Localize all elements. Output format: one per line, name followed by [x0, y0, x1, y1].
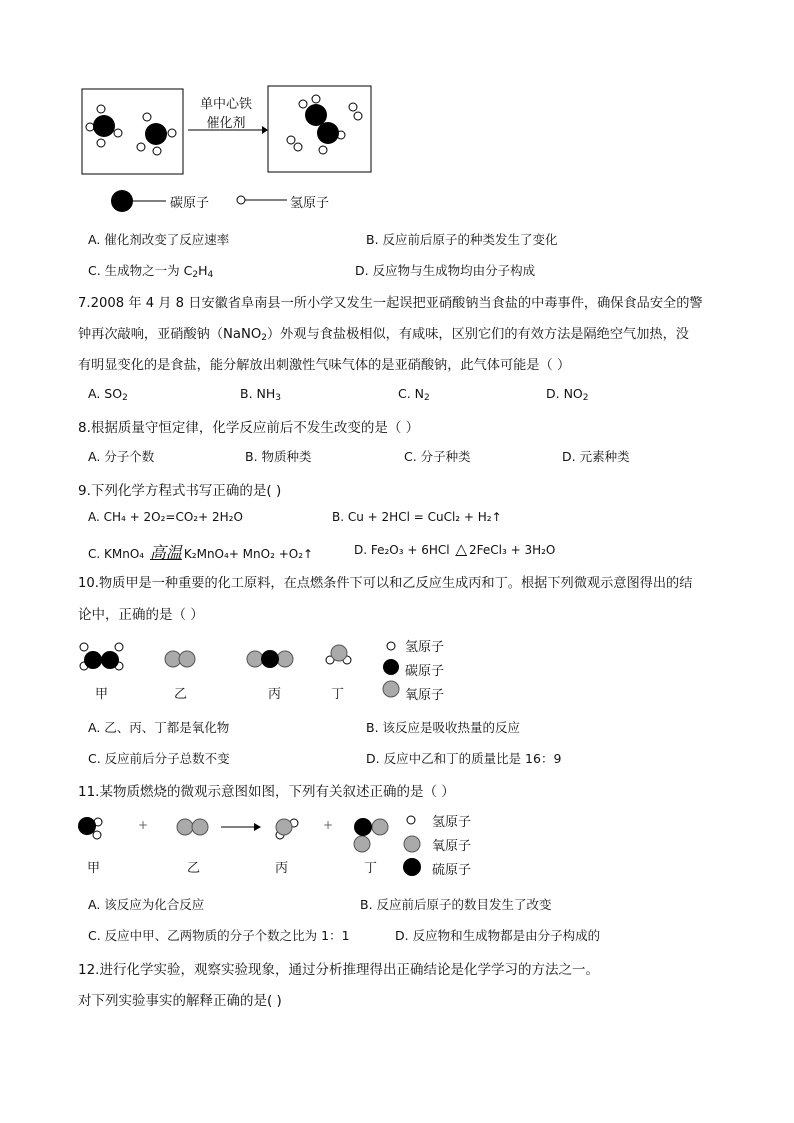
molecule-yi	[165, 651, 195, 667]
q7-option-b: B. $NH_3$	[240, 386, 282, 403]
condition-heat: △	[455, 540, 467, 558]
q10-option-b: B. 该反应是吸收热量的反应	[366, 720, 521, 735]
q7-option-a: A. $SO_2$	[88, 386, 128, 403]
hydrogen-atom-legend-icon	[407, 816, 415, 824]
label-jia: 甲	[95, 687, 109, 702]
q9-option-c: C. KMnO₄ 高温 K₂MnO₄+ MnO₂ +O₂↑	[88, 543, 314, 562]
q7-option-d: D. $NO_2$	[546, 386, 589, 403]
label-yi: 乙	[174, 687, 188, 702]
legend-carbon-label: 碳原子	[405, 664, 445, 679]
label-bing: 丙	[268, 687, 282, 702]
q8-stem: 8.根据质量守恒定律，化学反应前后不发生改变的是（ ）	[78, 420, 420, 436]
q11-option-c: C. 反应中甲、乙两物质的分子个数之比为 1：1	[88, 928, 350, 943]
q11-option-d: D. 反应物和生成物都是由分子构成的	[395, 928, 601, 943]
q10-option-d: D. 反应中乙和丁的质量比是 16：9	[366, 751, 562, 766]
molecule-ding	[354, 818, 388, 852]
molecule-jia	[80, 643, 123, 670]
q6-option-d: D. 反应物与生成物均由分子构成	[355, 263, 536, 278]
carbon-atom-legend-icon	[383, 659, 399, 675]
oxygen-atom-legend-icon	[383, 681, 399, 697]
reaction-diagram-q11	[0, 805, 794, 885]
plus-sign: +	[323, 818, 334, 832]
q8-option-a: A. 分子个数	[88, 449, 155, 464]
carbon-atom-legend-icon	[111, 190, 133, 212]
molecule-ding	[326, 645, 351, 664]
q7-option-c: C. $N_2$	[398, 386, 430, 403]
hydrogen-molecule	[287, 136, 302, 151]
q7-stem-line2: 钟再次敲响，亚硝酸钠（NaNO$_2$）外观与食盐极相似，有咸味，区别它们的有效方法是隔绝空气加热，没	[78, 327, 689, 343]
arrow-label: 单中心铁 催化剂	[199, 97, 252, 131]
q12-stem-line2: 对下列实验事实的解释正确的是( )	[78, 993, 282, 1009]
legend-hydrogen-label: 氢原子	[290, 196, 330, 211]
q10-stem-line2: 论中，正确的是（ ）	[78, 607, 204, 623]
oxygen-atom-legend-icon	[404, 836, 420, 852]
methane-molecule	[137, 113, 176, 155]
q9-option-b: B. Cu + 2HCl = CuCl₂ + H₂↑	[332, 510, 502, 524]
molecule-jia	[78, 817, 102, 839]
label-jia: 甲	[87, 861, 101, 876]
q8-option-b: B. 物质种类	[245, 449, 312, 464]
q7-stem-line3: 有明显变化的是食盐，能分解放出刺激性气味气体的是亚硝酸钠，此气体可能是（ ）	[78, 358, 571, 373]
sulfur-atom-legend-icon	[403, 858, 421, 876]
molecule-yi	[177, 819, 208, 835]
legend-sulfur-label: 硫原子	[432, 863, 472, 878]
q9-option-a: A. CH₄ + 2O₂=CO₂+ 2H₂O	[88, 510, 243, 524]
legend-carbon-label: 碳原子	[170, 196, 210, 211]
q6-option-c: C. 生成物之一为 $C_2H_4$	[88, 263, 214, 280]
q7-stem-line1: 7.2008 年 4 月 8 日安徽省阜南县一所小学又发生一起误把亚硝酸钠当食盐的中毒事件，确保食品安全的警	[78, 296, 703, 311]
q10-option-a: A. 乙、丙、丁都是氧化物	[88, 720, 230, 735]
q11-option-b: B. 反应前后原子的数目发生了改变	[360, 897, 552, 912]
q8-option-c: C. 分子种类	[404, 449, 471, 464]
hydrogen-atom-legend-icon	[237, 196, 245, 204]
label-ding: 丁	[331, 687, 345, 702]
q11-stem: 11.某物质燃烧的微观示意图如图，下列有关叙述正确的是（ ）	[78, 784, 455, 800]
plus-sign: +	[138, 818, 149, 832]
q9-stem: 9.下列化学方程式书写正确的是( )	[78, 483, 282, 499]
q12-stem-line1: 12.进行化学实验，观察实验现象，通过分析推理得出正确结论是化学学习的方法之一。	[78, 962, 599, 978]
label-ding: 丁	[364, 861, 378, 876]
condition-high-temp: 高温	[149, 543, 182, 562]
legend-oxygen-label: 氧原子	[432, 839, 472, 854]
reaction-diagram-1	[0, 0, 794, 220]
reaction-diagram-q10	[0, 630, 794, 710]
label-yi: 乙	[187, 861, 201, 876]
label-bing: 丙	[275, 861, 289, 876]
q6-option-b: B. 反应前后原子的种类发生了变化	[366, 232, 558, 247]
molecule-bing	[247, 650, 293, 668]
q9-option-d: D. Fe₂O₃ + 6HCl △ 2FeCl₃ + 3H₂O	[354, 540, 556, 558]
ethylene-molecule	[299, 95, 345, 154]
molecule-bing	[276, 819, 298, 839]
q10-stem-line1: 10.物质甲是一种重要的化工原料，在点燃条件下可以和乙反应生成丙和丁。根据下列微观示意图得出的结	[78, 576, 693, 591]
legend-hydrogen-label: 氢原子	[405, 640, 445, 655]
methane-molecule	[86, 105, 122, 147]
legend-oxygen-label: 氧原子	[405, 688, 445, 703]
q8-option-d: D. 元素种类	[562, 449, 630, 464]
q11-option-a: A. 该反应为化合反应	[88, 897, 205, 912]
q10-option-c: C. 反应前后分子总数不变	[88, 751, 230, 766]
hydrogen-atom-legend-icon	[387, 642, 395, 650]
q6-option-a: A. 催化剂改变了反应速率	[88, 232, 230, 247]
hydrogen-molecule	[349, 103, 362, 120]
legend-hydrogen-label: 氢原子	[432, 815, 472, 830]
